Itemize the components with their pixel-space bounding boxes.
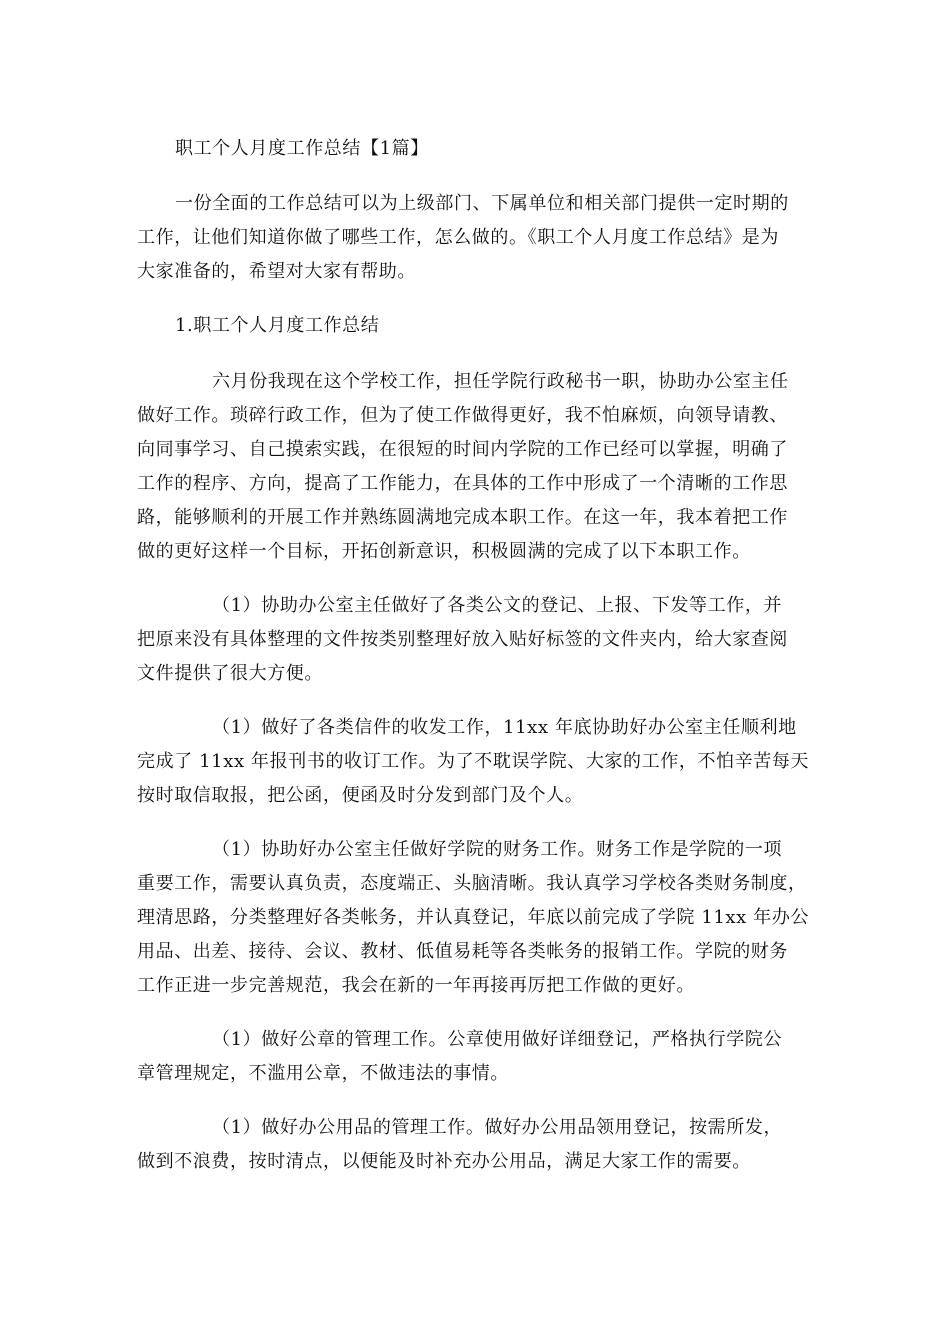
item-line: 把原来没有具体整理的文件按类别整理好放入贴好标签的文件夹内，给大家查阅 (137, 629, 788, 650)
intro-line: 工作，让他们知道你做了哪些工作，怎么做的。《职工个人月度工作总结》是为 (137, 227, 779, 248)
paragraph-line: 工作的程序、方向，提高了工作能力，在具体的工作中形成了一个清晰的工作思 (137, 473, 788, 494)
item-line: （1）协助好办公室主任做好学院的财务工作。财务工作是学院的一项 (212, 839, 783, 860)
paragraph-line: 做的更好这样一个目标，开拓创新意识，积极圆满的完成了以下本职工作。 (137, 541, 751, 562)
item-line: 做到不浪费，按时清点，以便能及时补充办公用品，满足大家工作的需要。 (137, 1151, 751, 1172)
document-title: 职工个人月度工作总结【1篇】 (175, 138, 429, 159)
item-line: 按时取信取报，把公函，便函及时分发到部门及个人。 (137, 785, 584, 806)
paragraph-line: 六月份我现在这个学校工作，担任学院行政秘书一职，协助办公室主任 (212, 371, 789, 392)
item-line: （1）做好了各类信件的收发工作，11xx 年底协助好办公室主任顺利地 (212, 717, 797, 738)
paragraph-line: 做好工作。琐碎行政工作，但为了使工作做得更好，我不怕麻烦，向领导请教、 (137, 405, 788, 426)
item-line: 理清思路，分类整理好各类帐务，并认真登记，年底以前完成了学院 11xx 年办公 (137, 907, 810, 928)
item-line: 重要工作，需要认真负责，态度端正、头脑清晰。我认真学习学校各类财务制度， (137, 873, 807, 894)
item-line: （1）协助办公室主任做好了各类公文的登记、上报、下发等工作，并 (212, 595, 783, 616)
paragraph-line: 向同事学习、自己摸索实践，在很短的时间内学院的工作已经可以掌握，明确了 (137, 439, 788, 460)
item-line: 用品、出差、接待、会议、教材、低值易耗等各类帐务的报销工作。学院的财务 (137, 941, 788, 962)
item-line: （1）做好公章的管理工作。公章使用做好详细登记，严格执行学院公 (212, 1029, 783, 1050)
intro-line: 一份全面的工作总结可以为上级部门、下属单位和相关部门提供一定时期的 (175, 193, 789, 214)
intro-line: 大家准备的，希望对大家有帮助。 (137, 261, 416, 282)
item-line: 文件提供了很大方便。 (137, 663, 323, 684)
item-line: 工作正进一步完善规范，我会在新的一年再接再厉把工作做的更好。 (137, 975, 695, 996)
item-line: 章管理规定，不滥用公章，不做违法的事情。 (137, 1063, 509, 1084)
item-line: （1）做好办公用品的管理工作。做好办公用品领用登记，按需所发， (212, 1117, 783, 1138)
section-heading: 1.职工个人月度工作总结 (175, 315, 380, 336)
paragraph-line: 路，能够顺利的开展工作并熟练圆满地完成本职工作。在这一年，我本着把工作 (137, 507, 788, 528)
item-line: 完成了 11xx 年报刊书的收订工作。为了不耽误学院、大家的工作，不怕辛苦每天 (137, 751, 810, 772)
